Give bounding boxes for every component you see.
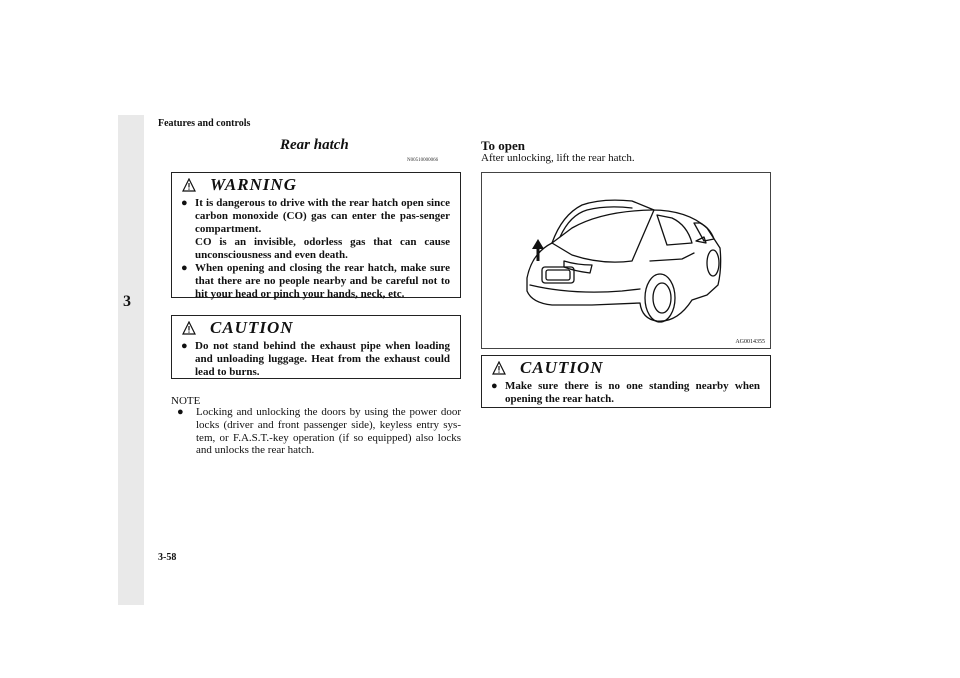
caution-triangle-icon <box>492 361 506 375</box>
caution-title: CAUTION <box>520 358 604 377</box>
warning-header <box>172 173 460 197</box>
section-code: N00510000066 <box>407 158 439 163</box>
bullet-icon: ● <box>491 380 498 392</box>
caution-header <box>482 356 770 380</box>
car-rear-hatch-illustration <box>482 173 770 348</box>
note-label: NOTE <box>171 395 201 407</box>
note-item <box>177 406 461 457</box>
warning-item-text: It is dangerous to drive with the rear hatch open since carbon monoxide (CO) gas can enter the pas-senger compartment. <box>195 197 450 235</box>
warning-item-sub: CO is an invisible, odorless gas that can cause unconsciousness and even death. <box>195 236 450 261</box>
caution-item-text: Do not stand behind the exhaust pipe when loading and unloading luggage. Heat from the exhaust could lead to burns. <box>195 340 450 378</box>
bullet-icon: ● <box>177 406 184 418</box>
caution-title: CAUTION <box>210 318 294 337</box>
caution-header <box>172 316 460 340</box>
caution-box <box>171 315 461 379</box>
subsection-heading: To open <box>481 138 525 153</box>
bullet-icon: ● <box>181 262 188 274</box>
warning-box <box>171 172 461 298</box>
intro-text: After unlocking, lift the rear hatch. <box>481 152 635 164</box>
bullet-icon: ● <box>181 197 188 209</box>
caution-triangle-icon <box>182 321 196 335</box>
section-header: Features and controls <box>158 118 251 129</box>
warning-triangle-icon <box>182 178 196 192</box>
caution-box-right <box>481 355 771 408</box>
page-title: Rear hatch <box>280 137 349 153</box>
caution-item-text: Make sure there is no one standing nearby when opening the rear hatch. <box>505 380 760 405</box>
warning-item <box>181 197 450 236</box>
page-number: 3-58 <box>158 552 177 563</box>
note-item-text: Locking and unlocking the doors by using the power door locks (driver and front passenger side), keyless entry sys-tem, or F.A.S.T.-key operation (if so equipped) also locks and unlocks the rear hatch. <box>196 406 461 457</box>
warning-item <box>181 262 450 301</box>
chapter-number: 3 <box>123 293 131 310</box>
bullet-icon: ● <box>181 340 188 352</box>
caution-item <box>181 340 450 379</box>
caution-item <box>491 380 760 406</box>
chapter-tab <box>118 115 144 605</box>
figure-code: AG0014355 <box>735 339 765 345</box>
warning-item-text: When opening and closing the rear hatch, make sure that there are no people nearby and be careful not to hit your head or pinch your hands, neck, etc. <box>195 262 450 300</box>
warning-title: WARNING <box>210 175 297 194</box>
figure-box <box>481 172 771 349</box>
